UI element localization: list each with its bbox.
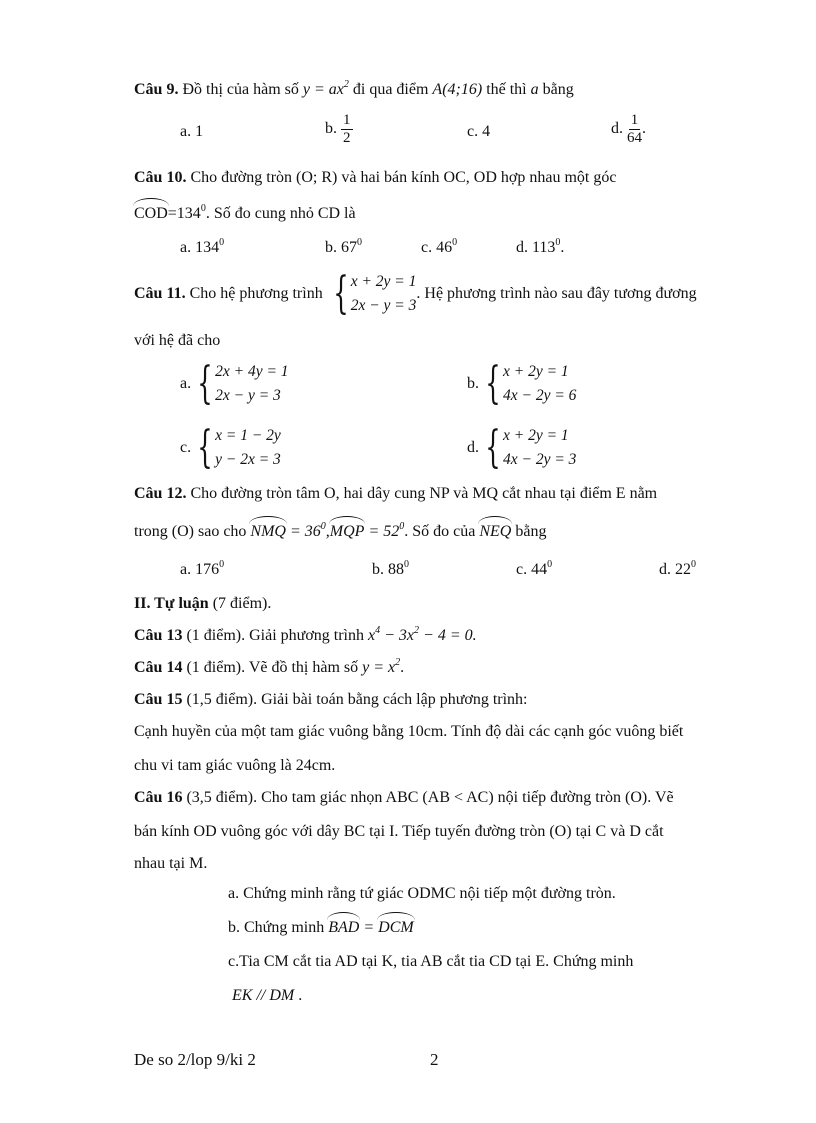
q12-angle-2-value: = 52: [364, 523, 400, 540]
q12-option-b-degree: 0: [404, 559, 409, 570]
q15-line-1: [134, 690, 528, 710]
q10-text-1: Cho đường tròn (O; R) và hai bán kính OC, OD hợp nhau một góc: [190, 169, 617, 186]
q9-text-3: thế thì: [486, 81, 527, 98]
q12-separator: ,: [325, 523, 330, 540]
q12-angle-3: NEQ: [479, 523, 512, 540]
q12-option-c-text: c. 44: [516, 561, 548, 578]
q12-angle-1-degree: 0: [320, 521, 326, 532]
q11-option-d-eq-2: 4x − 2y = 3: [503, 451, 577, 468]
q10-option-b-text: b. 67: [325, 239, 357, 256]
q9-label: Câu 9.: [134, 81, 179, 98]
q16-label: Câu 16: [134, 789, 183, 806]
q12-option-d-degree: 0: [691, 559, 696, 570]
q12-option-a: [180, 560, 224, 580]
q10-option-d-end: .: [560, 239, 565, 256]
q12-option-b: [372, 560, 409, 580]
footer-document-code: De so 2/lop 9/ki 2: [134, 1050, 256, 1069]
q10-option-a-degree: 0: [219, 237, 225, 248]
q16-line-2: bán kính OD vuông góc với dây BC tại I. Tiếp tuyến đường tròn (O) tại C và D cắt: [134, 823, 664, 840]
q11-option-d-label: d.: [467, 439, 479, 456]
q10-option-c-degree: 0: [452, 237, 458, 248]
q10-option-a: [180, 238, 224, 258]
q9-function-base: y = ax: [302, 81, 344, 98]
q16-angle-bad: BAD: [328, 919, 360, 936]
q13-eq-mid: − 3x: [380, 627, 415, 644]
q9-text-1: Đồ thị của hàm số: [182, 81, 299, 98]
q10-option-c: [421, 238, 457, 258]
q12-option-c: [516, 560, 552, 580]
q11-option-b: [467, 360, 576, 408]
q16-line-3: nhau tại M.: [134, 855, 208, 872]
q12-line-1: [134, 484, 657, 504]
q9-variable: a: [530, 81, 539, 98]
q12-angle-2-degree: 0: [399, 521, 405, 532]
q9-option-d-denominator: 64: [627, 130, 642, 146]
q14-text: (1 điểm). Vẽ đồ thị hàm số: [186, 659, 359, 676]
q11-eq-2: 2x − y = 3: [350, 297, 417, 315]
q11-brace-icon: {: [333, 268, 349, 320]
q9-option-a: a. 1: [180, 123, 204, 140]
q16-line-1: [134, 788, 674, 808]
q15-label: Câu 15: [134, 691, 183, 708]
q11-line-1: [134, 270, 697, 318]
q10-label: Câu 10.: [134, 169, 187, 186]
q13-eq-end: − 4 = 0.: [419, 627, 477, 644]
q12-option-c-degree: 0: [547, 559, 553, 570]
q11-option-d: [467, 424, 576, 472]
q11-option-c: [180, 424, 281, 472]
q12-text-4: bằng: [515, 523, 547, 540]
q16-part-c-statement: EK // DM: [232, 987, 295, 1004]
q15-text-1: (1,5 điểm). Giải bài toán bằng cách lập phương trình:: [186, 691, 528, 708]
q12-angle-1: NMQ: [250, 523, 286, 540]
q13-equation: [368, 627, 477, 644]
q9-function: [303, 81, 349, 98]
q9-option-b-label: b.: [325, 120, 337, 138]
q9-option-d: [611, 112, 646, 147]
q10-line-2: [134, 204, 356, 224]
q10-option-d: [516, 238, 564, 258]
q9-text-2: đi qua điểm: [352, 81, 429, 98]
q12-label: Câu 12.: [134, 485, 187, 502]
q16-part-b-equals: =: [359, 919, 379, 936]
q11-option-c-brace-icon: {: [197, 422, 213, 473]
q11-option-b-label: b.: [467, 375, 479, 392]
q13-eq-exp-2: 2: [414, 625, 420, 636]
q11-option-b-eq-2: 4x − 2y = 6: [503, 387, 577, 404]
q15-line-3: chu vi tam giác vuông là 24cm.: [134, 757, 336, 774]
section-2-heading: [134, 594, 271, 614]
q13-line: [134, 626, 477, 646]
q14-label: Câu 14: [134, 659, 183, 676]
q11-option-d-eq-1: x + 2y = 1: [503, 427, 569, 444]
q10-angle-degree: 0: [200, 203, 206, 214]
q11-text-2: . Hệ phương trình nào sau đây tương đương: [416, 285, 697, 302]
section-2-title: II. Tự luận: [134, 595, 209, 612]
q11-option-b-eq-1: x + 2y = 1: [503, 363, 569, 380]
q11-label: Câu 11.: [134, 285, 186, 302]
q9-line: [134, 80, 574, 100]
q11-line-2: với hệ đã cho: [134, 332, 221, 349]
q13-eq-exp-4: 4: [375, 625, 381, 636]
q14-function: [362, 659, 400, 676]
q14-end: .: [400, 659, 405, 676]
q11-system: [327, 270, 417, 318]
q9-option-d-numerator: 1: [630, 112, 639, 128]
q16-part-c-end: .: [294, 987, 303, 1004]
q12-text-2: trong (O) sao cho: [134, 523, 247, 540]
q9-option-d-fraction: [627, 112, 642, 147]
q16-part-b-text: b. Chứng minh: [228, 919, 325, 936]
q16-part-a: a. Chứng minh rằng tứ giác ODMC nội tiếp một đường tròn.: [228, 885, 616, 902]
q10-option-b: [325, 238, 362, 258]
q12-option-b-text: b. 88: [372, 561, 404, 578]
q11-option-a-label: a.: [180, 375, 192, 392]
q11-option-a: [180, 360, 289, 408]
q10-angle-value: =134: [167, 205, 201, 222]
q11-option-a-eq-2: 2x − y = 3: [215, 387, 281, 404]
q12-text-3: . Số đo của: [404, 523, 476, 540]
q11-option-c-eq-1: x = 1 − 2y: [215, 427, 281, 444]
q9-text-4: bằng: [542, 81, 574, 98]
q10-option-d-text: d. 113: [516, 239, 556, 256]
q11-text-1: Cho hệ phương trình: [189, 285, 323, 302]
q10-option-b-degree: 0: [357, 237, 362, 248]
q12-angle-2: MQP: [329, 523, 365, 540]
q10-angle: COD: [134, 205, 168, 222]
q12-option-d-text: d. 22: [659, 561, 691, 578]
q16-part-b: [228, 918, 414, 938]
q13-label: Câu 13: [134, 627, 183, 644]
q9-option-d-end: .: [642, 120, 646, 138]
q10-option-a-text: a. 134: [180, 239, 220, 256]
q12-option-a-text: a. 176: [180, 561, 220, 578]
q9-option-c: c. 4: [467, 123, 491, 140]
q13-eq-x: x: [368, 627, 376, 644]
q9-option-b-fraction: [341, 112, 353, 147]
q9-option-d-label: d.: [611, 120, 623, 138]
q11-option-c-eq-2: y − 2x = 3: [215, 451, 281, 468]
q15-line-2: Cạnh huyền của một tam giác vuông bằng 10cm. Tính độ dài các cạnh góc vuông biết: [134, 723, 684, 740]
q11-eq-1: x + 2y = 1: [350, 273, 417, 291]
q16-part-c: c.Tia CM cắt tia AD tại K, tia AB cắt tia CD tại E. Chứng minh: [228, 953, 634, 970]
q11-option-a-eq-1: 2x + 4y = 1: [215, 363, 289, 380]
q11-option-c-label: c.: [180, 439, 192, 456]
q9-option-b: [325, 112, 353, 147]
q10-option-c-text: c. 46: [421, 239, 453, 256]
q12-text-1: Cho đường tròn tâm O, hai dây cung NP và MQ cắt nhau tại điểm E nằm: [190, 485, 658, 502]
footer-page-number: 2: [430, 1050, 439, 1069]
q16-angle-dcm: DCM: [378, 919, 414, 936]
q16-text-1: (3,5 điểm). Cho tam giác nhọn ABC (AB < AC) nội tiếp đường tròn (O). Vẽ: [186, 789, 674, 806]
q11-option-b-brace-icon: {: [485, 358, 501, 409]
q14-function-exp: 2: [395, 657, 401, 668]
q10-line-1: [134, 168, 616, 188]
q12-angle-1-value: = 36: [285, 523, 321, 540]
q11-option-a-brace-icon: {: [197, 358, 213, 409]
q14-function-base: y = x: [362, 659, 396, 676]
q12-option-d: [659, 560, 696, 580]
q12-option-a-degree: 0: [219, 559, 225, 570]
q9-point: A(4;16): [432, 81, 483, 98]
q11-option-d-brace-icon: {: [485, 422, 501, 473]
q9-option-b-numerator: 1: [343, 112, 351, 128]
q12-line-2: [134, 522, 546, 542]
q14-line: [134, 658, 404, 678]
q9-function-exp: 2: [343, 79, 349, 90]
section-2-points: (7 điểm).: [212, 595, 272, 612]
q9-option-b-denominator: 2: [343, 130, 351, 146]
q13-text: (1 điểm). Giải phương trình: [186, 627, 364, 644]
q16-part-c-conclusion: [232, 986, 302, 1006]
q10-option-d-degree: 0: [555, 237, 561, 248]
q10-text-2: . Số đo cung nhỏ CD là: [205, 205, 356, 222]
